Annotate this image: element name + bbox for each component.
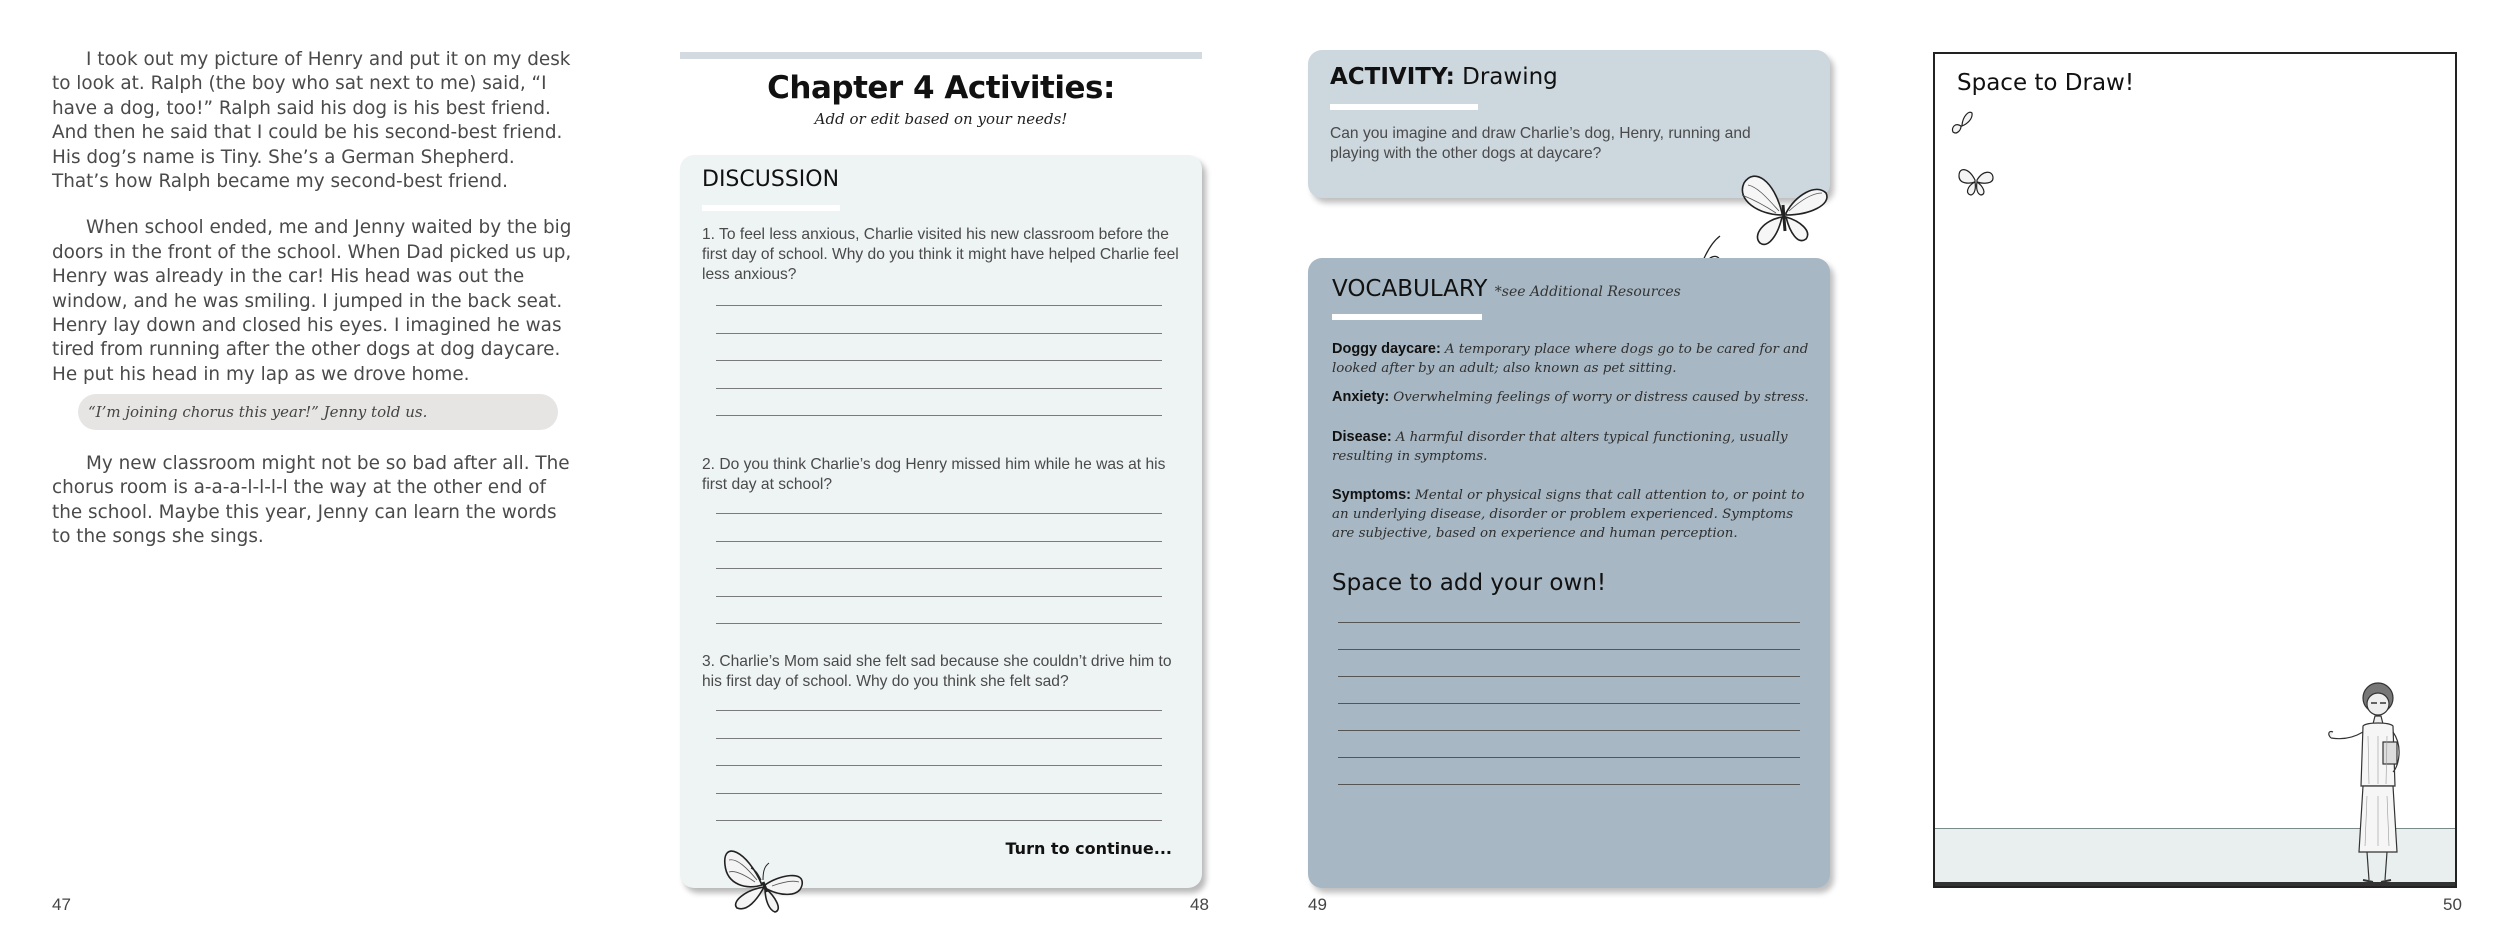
teacher-illustration-icon — [2323, 676, 2433, 892]
activity-prompt: Can you imagine and draw Charlie’s dog, Henry, running and playing with the other dogs at daycare? — [1330, 125, 1751, 162]
page-title: Chapter 4 Activities: — [767, 70, 1115, 106]
drawing-title: Space to Draw! — [1957, 70, 2135, 96]
butterfly-icon — [1734, 165, 1834, 255]
question-3: 3. Charlie’s Mom said she felt sad because she couldn’t drive him to his first day of school. Why do you think she felt sad? — [702, 653, 1172, 690]
own-space-title: Space to add your own! — [1332, 570, 1607, 596]
term-definition: Overwhelming feelings of worry or distress caused by stress. — [1393, 390, 1809, 405]
discussion-title: DISCUSSION — [702, 167, 840, 192]
vocab-term-doggy-daycare — [1332, 340, 1812, 378]
vocabulary-label: VOCABULARY — [1332, 276, 1488, 302]
story-paragraph: My new classroom might not be so bad after all. The chorus room is a-a-a-l-l-l-l the way at the other end of the school. Maybe this year, Jenny can learn the words to the songs she sings. — [52, 453, 570, 548]
activity-name: Drawing — [1462, 64, 1558, 90]
page-49 — [1250, 0, 1875, 938]
own-answer-lines[interactable] — [1338, 622, 1800, 811]
vocabulary-title — [1332, 276, 1681, 302]
title-underline — [1332, 314, 1482, 320]
term-definition: A harmful disorder that alters typical functioning, usually resulting in symptoms. — [1332, 430, 1788, 464]
title-underline — [1330, 104, 1478, 110]
butterfly-icon — [717, 830, 812, 915]
quote-bubble: “I’m joining chorus this year!” Jenny told us. — [78, 394, 558, 430]
page-number: 47 — [52, 895, 71, 914]
page-number: 49 — [1308, 895, 1327, 914]
page-subtitle: Add or edit based on your needs! — [814, 110, 1068, 128]
page-number: 48 — [1190, 895, 1209, 914]
turn-to-continue: Turn to continue... — [1005, 839, 1172, 858]
story-text-continued — [52, 452, 572, 550]
vocabulary-card — [1308, 258, 1830, 888]
activity-label: ACTIVITY: — [1330, 64, 1455, 90]
header-bar — [680, 52, 1202, 59]
question-1: 1. To feel less anxious, Charlie visited his new classroom before the first day of school. Why do you think it might have helped Charlie feel less anxious? — [702, 226, 1179, 283]
page-48 — [625, 0, 1250, 938]
vocab-term-anxiety — [1332, 388, 1812, 407]
question-2: 2. Do you think Charlie’s dog Henry missed him while he was at his first day at school? — [702, 456, 1166, 493]
term-name: Symptoms: — [1332, 487, 1411, 503]
page-50 — [1875, 0, 2500, 938]
term-definition: Mental or physical signs that call attention to, or point to an underlying disease, disorder or problem experienced. Symptoms are subjective, based on experience and human perception. — [1332, 488, 1805, 541]
term-definition: A temporary place where dogs go to be cared for and looked after by an adult; also known as pet sitting. — [1332, 342, 1809, 376]
story-paragraph: When school ended, me and Jenny waited by the big doors in the front of the school. When Dad picked us up, Henry was already in the car! His head was out the window, and he was smiling. I jumped in the back seat. Henry lay down and closed his eyes. I imagined he was tired from running after the other dogs at dog daycare. He put his head in my lap as we drove home. — [52, 217, 572, 385]
answer-lines-2[interactable] — [716, 513, 1162, 651]
term-name: Doggy daycare: — [1332, 341, 1441, 357]
page-number: 50 — [2443, 895, 2462, 914]
story-text — [52, 48, 572, 387]
page-47 — [0, 0, 625, 938]
title-underline — [702, 205, 840, 211]
vocabulary-note: *see Additional Resources — [1494, 284, 1681, 300]
answer-lines-1[interactable] — [716, 305, 1162, 443]
butterfly-icon — [1955, 164, 1997, 198]
activity-title — [1330, 64, 1558, 90]
term-name: Disease: — [1332, 429, 1392, 445]
answer-lines-3[interactable] — [716, 710, 1162, 848]
term-name: Anxiety: — [1332, 389, 1390, 405]
vocab-term-symptoms — [1332, 486, 1812, 543]
drawing-area[interactable] — [1933, 52, 2457, 888]
vocab-term-disease — [1332, 428, 1812, 466]
discussion-card — [680, 155, 1202, 888]
butterfly-icon — [1949, 108, 1975, 136]
story-paragraph: I took out my picture of Henry and put it on my desk to look at. Ralph (the boy who sat next to me) said, “I have a dog, too!” Ralph said his dog is his best friend. And then he said that I could be his second-best friend. His dog’s name is Tiny. She’s a German Shepherd. That’s how Ralph became my second-best friend. — [52, 49, 571, 193]
